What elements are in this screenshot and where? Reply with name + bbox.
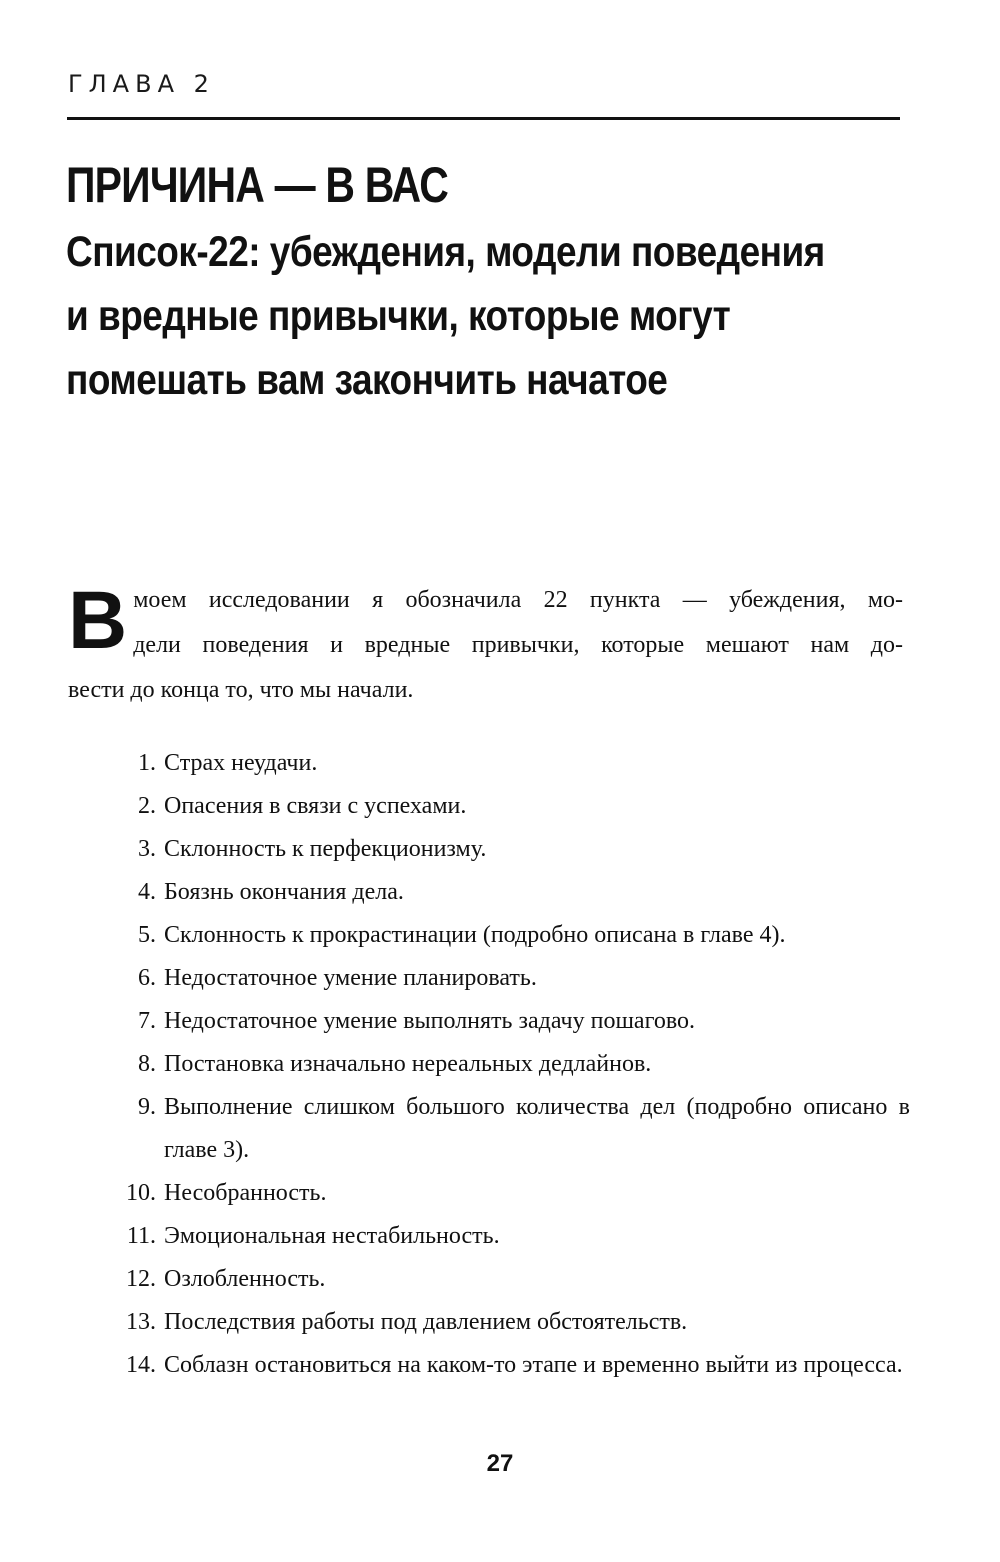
list-item [100,871,910,914]
list-item-text: Опасения в связи с успехами. [164,793,467,819]
list-item-text: Недостаточное умение выполнять задачу пошагово. [164,1008,695,1034]
list-item-number: 3. [138,836,156,862]
list-item-text: Озлобленность. [164,1266,326,1292]
list-item-number: 7. [138,1008,156,1034]
chapter-label: ГЛАВА 2 [68,70,215,98]
list-item [100,828,910,871]
list-item [100,1086,910,1172]
list-item-number: 6. [138,965,156,991]
intro-line: дели поведения и вредные привычки, которые мешают нам до- [133,632,903,658]
list-item-text: Последствия работы под давлением обстоятельств. [164,1309,688,1335]
subtitle-line: Список-22: убеждения, модели поведения [66,228,825,276]
subtitle-line: помешать вам закончить начатое [66,356,668,404]
list-item [100,914,910,957]
list-item-text: Соблазн остановиться на каком-то этапе и временно выйти из процесса. [164,1352,903,1378]
list-item [100,1172,910,1215]
list-item-number: 4. [138,879,156,905]
chapter-title: ПРИЧИНА — В ВАС [66,157,449,213]
list-item [100,1043,910,1086]
list-item-number: 1. [138,750,156,776]
list-item-text: Склонность к прокрастинации (подробно описана в главе 4). [164,922,786,948]
list-item-text: Постановка изначально нереальных дедлайнов. [164,1051,652,1077]
list-item-number: 8. [138,1051,156,1077]
list-item-text: Недостаточное умение планировать. [164,965,537,991]
intro-paragraph [68,575,903,713]
list-item [100,742,910,785]
drop-cap: В [68,575,128,666]
list-item-number: 14. [126,1352,156,1378]
list-item [100,1215,910,1258]
list-item-number: 5. [138,922,156,948]
list-item [100,1301,910,1344]
list-item-text: Несобранность. [164,1180,327,1206]
list-item-text: Боязнь окончания дела. [164,879,404,905]
list-item-number: 11. [126,1223,156,1249]
list-item-text: Склонность к перфекционизму. [164,836,487,862]
subtitle-line: и вредные привычки, которые могут [66,292,731,340]
list-item-text: Выполнение слишком большого количества дел (подробно описано в главе 3). [164,1094,910,1163]
list-item-number: 9. [138,1094,156,1120]
habits-list [100,742,910,1387]
list-item [100,1258,910,1301]
list-item [100,957,910,1000]
page-number: 27 [486,1450,514,1477]
header-rule [67,117,900,120]
list-item-number: 2. [138,793,156,819]
list-item-text: Эмоциональная нестабильность. [164,1223,500,1249]
chapter-subtitle [66,220,825,412]
intro-line: вести до конца то, что мы начали. [68,677,414,703]
list-item-number: 10. [126,1180,156,1206]
list-item [100,785,910,828]
list-item [100,1000,910,1043]
list-item-text: Страх неудачи. [164,750,318,776]
list-item-number: 13. [126,1309,156,1335]
intro-line: моем исследовании я обозначила 22 пункта — убеждения, мо- [133,587,903,613]
list-item [100,1344,910,1387]
list-item-number: 12. [126,1266,156,1292]
